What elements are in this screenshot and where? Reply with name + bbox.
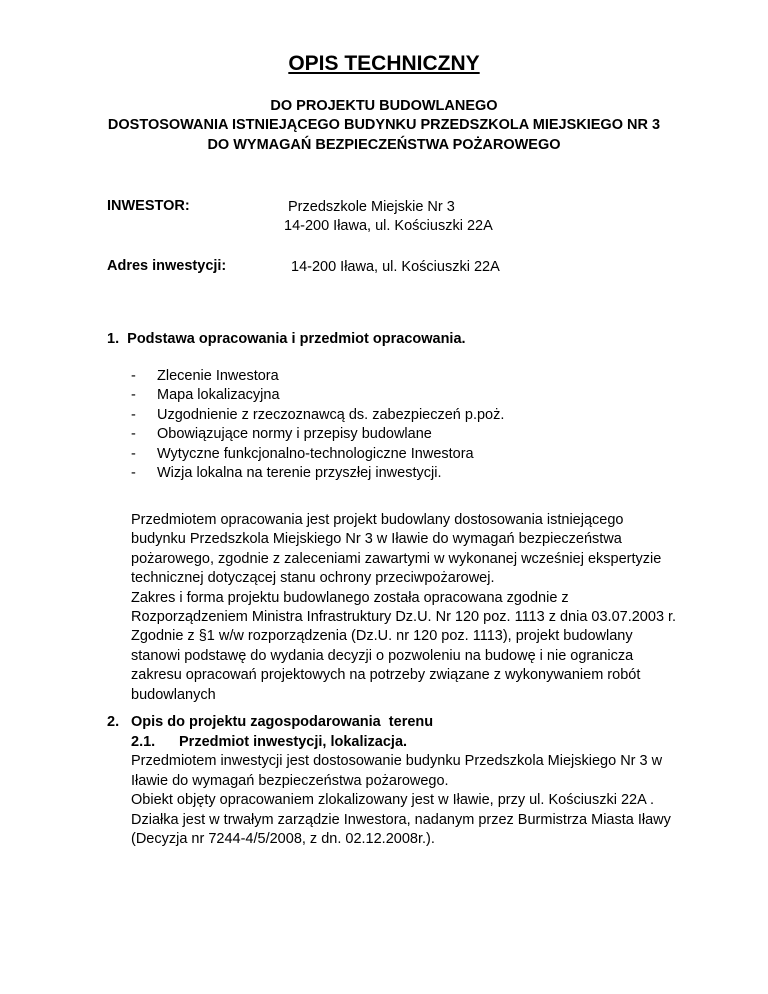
list-item xyxy=(131,425,691,444)
list-item xyxy=(131,406,691,425)
paragraph-line: stanowi podstawę do wydania decyzji o pozwoleniu na budowę i nie ogranicza xyxy=(131,647,634,664)
list-item xyxy=(131,386,691,405)
section2-body xyxy=(107,752,727,850)
list-item xyxy=(131,367,691,386)
investment-address-label: Adres inwestycji: xyxy=(107,258,227,274)
paragraph-line: Zgodnie z §1 w/w rozporządzenia (Dz.U. nr 120 poz. 1113), projekt budowlany xyxy=(131,628,633,645)
paragraph-line: technicznej dotyczącej stanu ochrony przeciwpożarowej. xyxy=(131,570,495,587)
paragraph-line: Działka jest w trwałym zarządzie Inwestora, nadanym przez Burmistrza Miasta Iławy xyxy=(131,811,671,828)
investor-address: 14-200 Iława, ul. Kościuszki 22A xyxy=(284,218,493,234)
section1-bullet-list xyxy=(131,367,691,483)
section2-number: 2. xyxy=(107,714,120,730)
section2-heading-row xyxy=(107,713,727,733)
subsection-2-1-number: 2.1. xyxy=(131,733,156,750)
dash-marker: - xyxy=(131,465,136,482)
investment-address-value: 14-200 Iława, ul. Kościuszki 22A xyxy=(291,259,500,275)
paragraph-line: Iławie do wymagań bezpieczeństwa pożarowego. xyxy=(131,772,449,789)
subsection-2-1-heading: Przedmiot inwestycji, lokalizacja. xyxy=(179,733,408,750)
dash-marker: - xyxy=(131,368,136,384)
dash-marker: - xyxy=(131,426,136,443)
paragraph-line: Obiekt objęty opracowaniem zlokalizowany jest w Iławie, przy ul. Kościuszki 22A . xyxy=(131,792,655,808)
dash-marker: - xyxy=(131,387,136,404)
subtitle-line-2: DOSTOSOWANIA ISTNIEJĄCEGO BUDYNKU PRZEDSZKOLA MIEJSKIEGO NR 3 xyxy=(107,117,661,133)
subtitle-line-3: DO WYMAGAŃ BEZPIECZEŃSTWA POŻAROWEGO xyxy=(207,137,561,153)
list-item xyxy=(131,464,691,483)
dash-marker: - xyxy=(131,445,136,462)
list-item-text: Wizja lokalna na terenie przyszłej inwestycji. xyxy=(157,465,442,482)
paragraph-line: Przedmiotem opracowania jest projekt budowlany dostosowania istniejącego xyxy=(131,512,624,528)
list-item-text: Mapa lokalizacyjna xyxy=(157,387,280,404)
subsection-2-1-heading-row xyxy=(107,733,727,753)
investor-name: Przedszkole Miejskie Nr 3 xyxy=(288,199,455,215)
paragraph-line: budynku Przedszkola Miejskiego Nr 3 w Iławie do wymagań bezpieczeństwa xyxy=(131,531,622,548)
section1-heading: 1. Podstawa opracowania i przedmiot opracowania. xyxy=(107,331,466,347)
list-item-text: Obowiązujące normy i przepisy budowlane xyxy=(157,426,432,443)
subtitle-line-1: DO PROJEKTU BUDOWLANEGO xyxy=(270,98,498,114)
document-title: OPIS TECHNICZNY xyxy=(288,52,480,75)
paragraph-line: Rozporządzeniem Ministra Infrastruktury Dz.U. Nr 120 poz. 1113 z dnia 03.07.2003 r. xyxy=(131,609,677,626)
paragraph-line: zakresu opracowań projektowych na potrzeby związane z wykonywaniem robót xyxy=(131,667,641,684)
section2-heading: Opis do projektu zagospodarowania terenu xyxy=(131,714,434,730)
list-item xyxy=(131,445,691,464)
list-item-text: Zlecenie Inwestora xyxy=(157,368,279,384)
paragraph-line: budowlanych xyxy=(131,686,216,703)
paragraph-line: Przedmiotem inwestycji jest dostosowanie budynku Przedszkola Miejskiego Nr 3 w xyxy=(131,753,663,769)
section2 xyxy=(107,713,727,850)
investor-label: INWESTOR: xyxy=(107,198,190,214)
paragraph-line: (Decyzja nr 7244-4/5/2008, z dn. 02.12.2008r.). xyxy=(131,831,435,847)
paragraph-line: Zakres i forma projektu budowlanego została opracowana zgodnie z xyxy=(131,589,569,606)
list-item-text: Wytyczne funkcjonalno-technologiczne Inwestora xyxy=(157,445,474,462)
paragraph-line: pożarowego, zgodnie z zaleceniami zawartymi w wykonanej wcześniej ekspertyzie xyxy=(131,550,662,567)
dash-marker: - xyxy=(131,406,136,423)
section1-paragraph xyxy=(131,511,711,705)
list-item-text: Uzgodnienie z rzeczoznawcą ds. zabezpieczeń p.poż. xyxy=(157,406,505,423)
